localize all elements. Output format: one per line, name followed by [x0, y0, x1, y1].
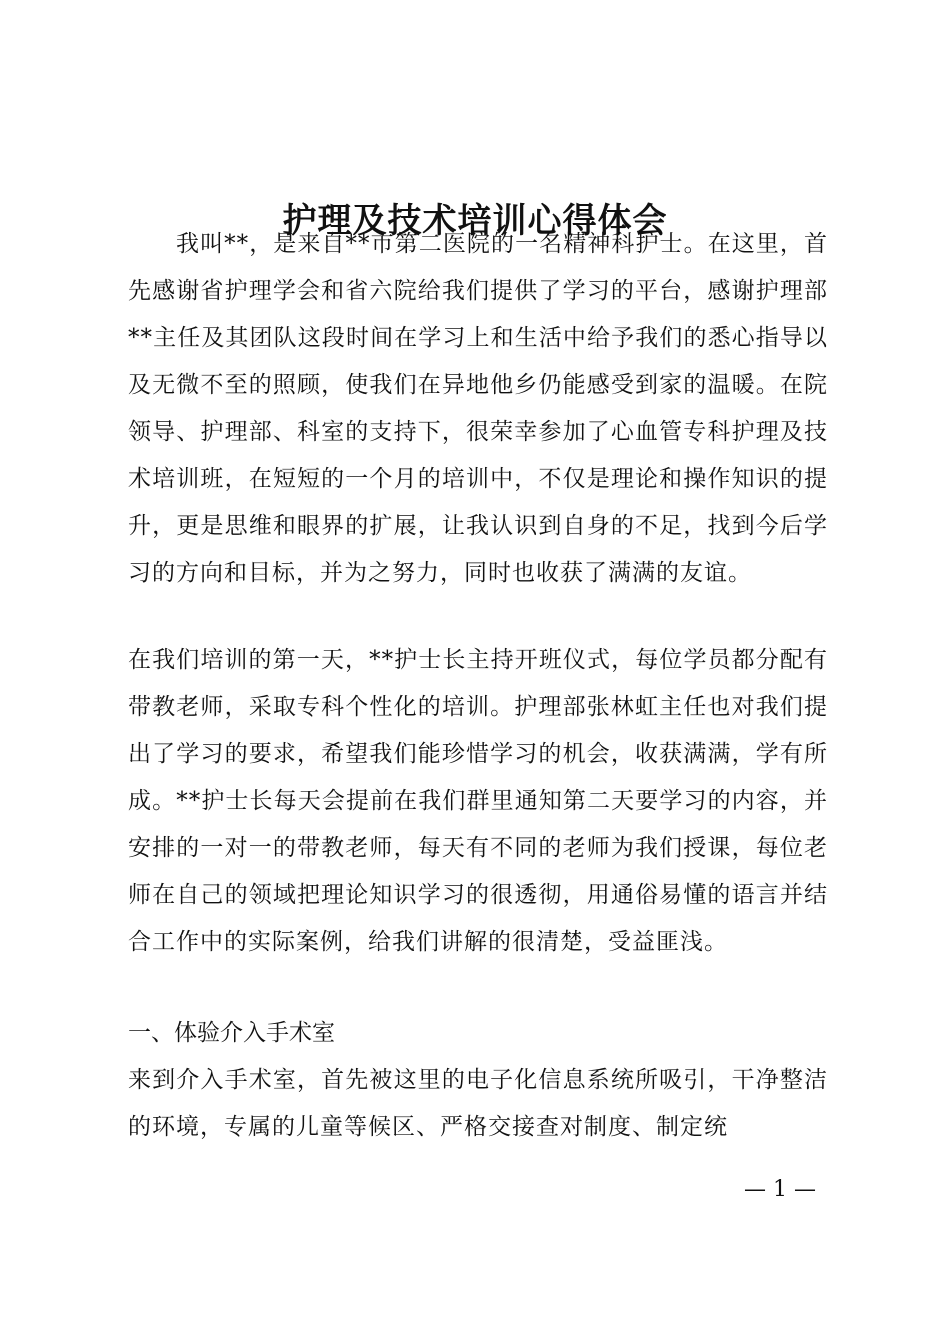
section-paragraph: 来到介入手术室，首先被这里的电子化信息系统所吸引，干净整洁的环境，专属的儿童等候区、严格交接查对制度、制定统 [128, 1067, 828, 1140]
section-heading: 一、体验介入手术室 [128, 1020, 335, 1046]
body-paragraph: 我叫**，是来自**市第二医院的一名精神科护士。在这里，首先感谢省护理学会和省六院给我们提供了学习的平台，感谢护理部**主任及其团队这段时间在学习上和生活中给予我们的悉心指导以及无微不至的照顾，使我们在异地他乡仍能感受到家的温暖。在院领导、护理部、科室的支持下，很荣幸参加了心血管专科护理及技术培训班，在短短的一个月的培训中，不仅是理论和操作知识的提升，更是思维和眼界的扩展，让我认识到自身的不足，找到今后学习的方向和目标，并为之努力，同时也收获了满满的友谊。 [128, 231, 828, 586]
document-title: 护理及技术培训心得体会 [282, 200, 668, 241]
body-paragraph: 在我们培训的第一天，**护士长主持开班仪式，每位学员都分配有带教老师，采取专科个性化的培训。护理部张林虹主任也对我们提出了学习的要求，希望我们能珍惜学习的机会，收获满满，学有所成。**护士长每天会提前在我们群里通知第二天要学习的内容，并安排的一对一的带教老师，每天有不同的老师为我们授课，每位老师在自己的领域把理论知识学习的很透彻，用通俗易懂的语言并结合工作中的实际案例，给我们讲解的很清楚，受益匪浅。 [128, 647, 828, 955]
page-number: — 1 — [744, 1177, 816, 1202]
